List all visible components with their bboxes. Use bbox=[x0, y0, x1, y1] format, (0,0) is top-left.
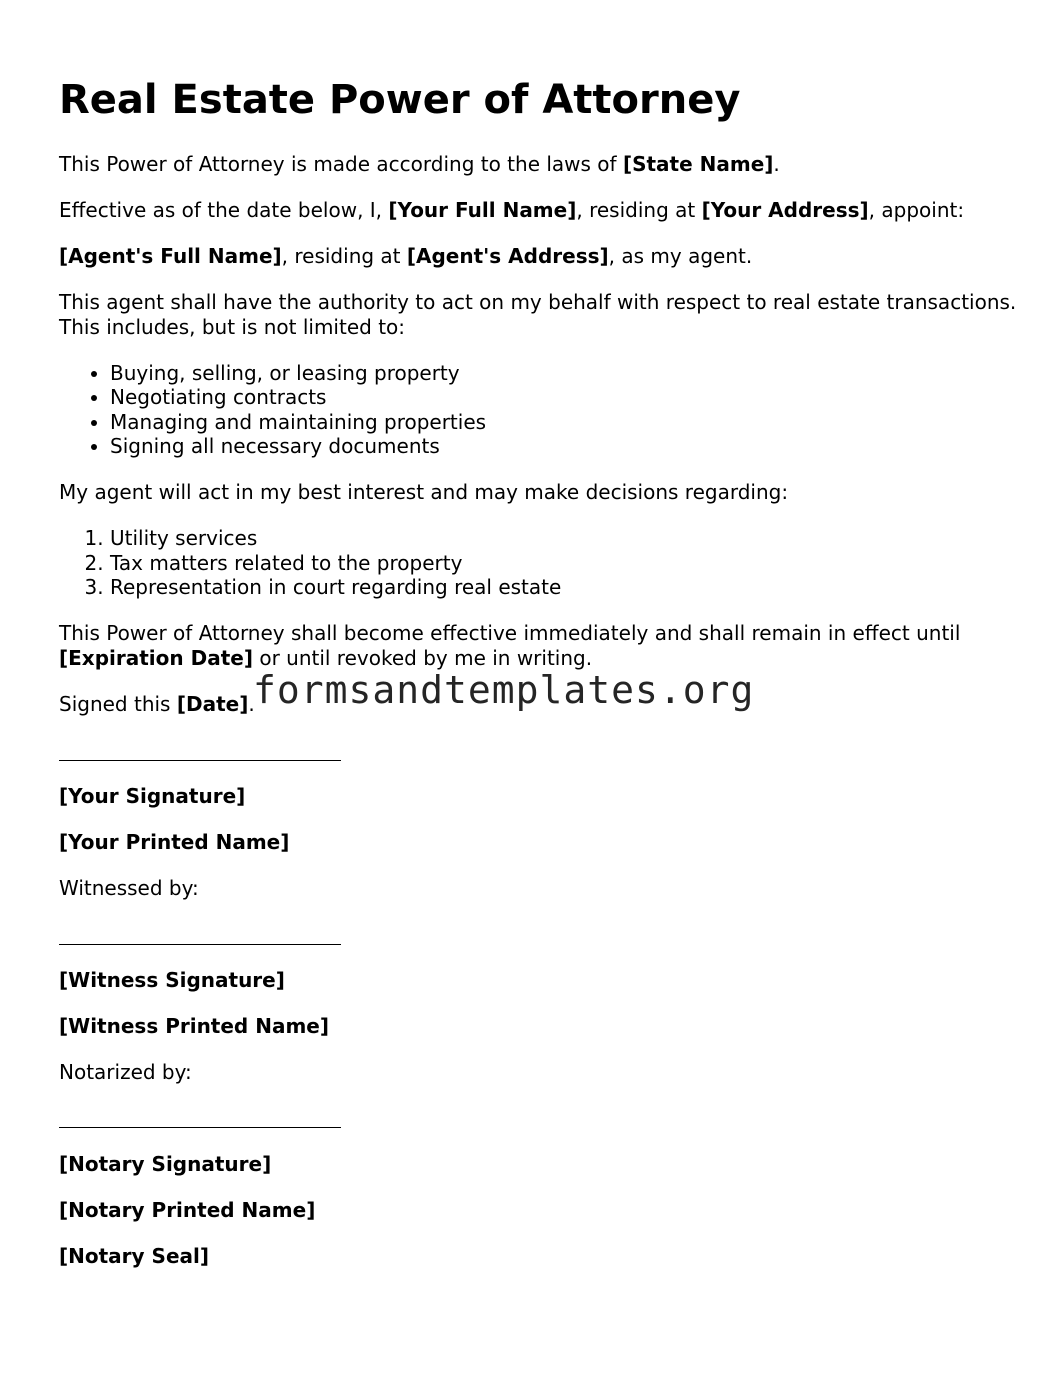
list-item: • Signing all necessary documents bbox=[110, 434, 1019, 459]
list-item: 3. Representation in court regarding real estate bbox=[110, 575, 1019, 600]
address-placeholder: [Your Address] bbox=[701, 197, 869, 222]
signed-date-paragraph: Signed this [Date]. bbox=[59, 692, 255, 717]
full-name-placeholder: [Your Full Name] bbox=[388, 197, 577, 222]
witness-signature-label: [Witness Signature] bbox=[59, 967, 285, 992]
list-item: • Managing and maintaining properties bbox=[110, 410, 1019, 435]
notarized-by-label: Notarized by: bbox=[59, 1059, 192, 1084]
notary-seal-label: [Notary Seal] bbox=[59, 1243, 209, 1268]
your-signature-label: [Your Signature] bbox=[59, 784, 246, 808]
principal-paragraph: Effective as of the date below, I, [Your Full Name], residing at [Your Address], appoint: bbox=[59, 197, 965, 222]
decisions-paragraph: My agent will act in my best interest and may make decisions regarding: bbox=[59, 480, 789, 505]
your-printed-name-label: [Your Printed Name] bbox=[59, 829, 290, 854]
list-item: • Buying, selling, or leasing property bbox=[110, 361, 1019, 386]
decisions-list bbox=[59, 526, 1019, 600]
agent-paragraph: [Agent's Full Name], residing at [Agent's Address], as my agent. bbox=[59, 243, 753, 268]
notary-signature-line bbox=[59, 1106, 1019, 1131]
watermark-text: formsandtemplates.org bbox=[253, 668, 755, 712]
witness-signature-line bbox=[59, 922, 1019, 947]
list-item: 1. Utility services bbox=[110, 526, 1019, 551]
notary-printed-name-label: [Notary Printed Name] bbox=[59, 1197, 316, 1222]
governing-law-paragraph: This Power of Attorney is made according to the laws of [State Name]. bbox=[59, 152, 780, 176]
authority-list bbox=[59, 361, 1019, 459]
document-title: Real Estate Power of Attorney bbox=[59, 77, 741, 123]
notary-signature-label: [Notary Signature] bbox=[59, 1151, 272, 1176]
state-name-placeholder: [State Name] bbox=[622, 152, 774, 176]
witnessed-by-label: Witnessed by: bbox=[59, 875, 199, 900]
signature-line bbox=[59, 738, 1019, 763]
authority-paragraph: This agent shall have the authority to act on my behalf with respect to real estate transactions. This includes, but is not limited to: bbox=[59, 289, 1017, 339]
agent-name-placeholder: [Agent's Full Name] bbox=[59, 243, 282, 268]
date-placeholder: [Date] bbox=[176, 692, 249, 717]
document-body bbox=[59, 152, 1019, 1290]
agent-address-placeholder: [Agent's Address] bbox=[406, 243, 609, 268]
list-item: • Negotiating contracts bbox=[110, 385, 1019, 410]
list-item: 2. Tax matters related to the property bbox=[110, 551, 1019, 576]
effective-paragraph: This Power of Attorney shall become effective immediately and shall remain in effect until [Expiration Date] or until revoked by me in writing. bbox=[59, 621, 961, 671]
expiration-date-placeholder: [Expiration Date] bbox=[59, 646, 253, 671]
witness-printed-name-label: [Witness Printed Name] bbox=[59, 1013, 329, 1038]
